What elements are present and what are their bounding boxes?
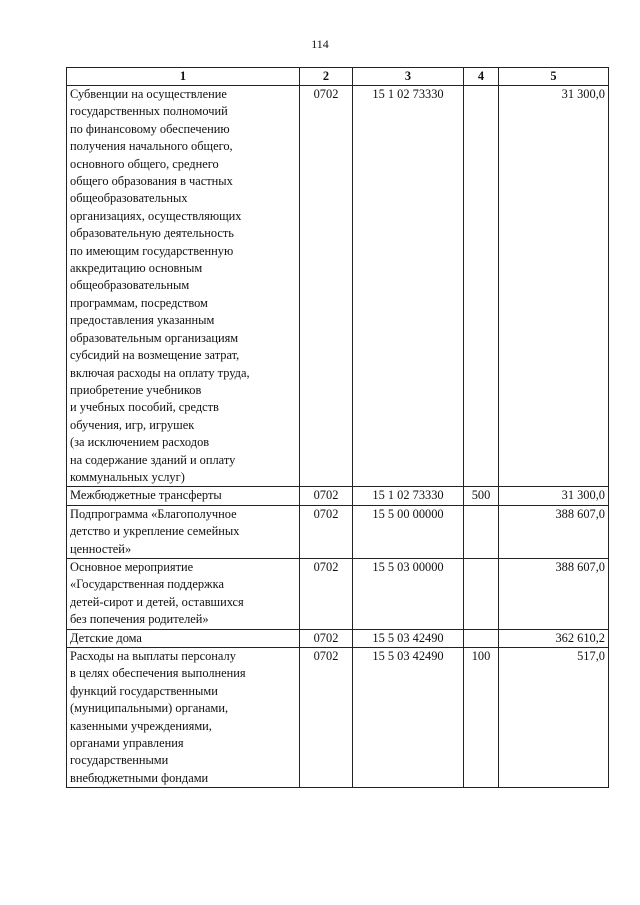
row-name-cell bbox=[67, 487, 300, 505]
row-type bbox=[464, 505, 499, 558]
row-name-cell bbox=[67, 558, 300, 629]
row-name-cell bbox=[67, 505, 300, 558]
table-row bbox=[67, 487, 609, 505]
row-amount: 388 607,0 bbox=[499, 558, 609, 629]
row-code: 15 1 02 73330 bbox=[353, 487, 464, 505]
header-col-amount: 5 bbox=[499, 68, 609, 86]
row-code: 15 5 00 00000 bbox=[353, 505, 464, 558]
row-amount: 517,0 bbox=[499, 648, 609, 788]
row-type bbox=[464, 86, 499, 487]
table-row bbox=[67, 648, 609, 788]
row-type bbox=[464, 558, 499, 629]
row-code: 15 5 03 00000 bbox=[353, 558, 464, 629]
row-code: 15 5 03 42490 bbox=[353, 648, 464, 788]
row-amount: 31 300,0 bbox=[499, 86, 609, 487]
table-body bbox=[67, 86, 609, 788]
row-name-cell bbox=[67, 648, 300, 788]
header-col-code: 3 bbox=[353, 68, 464, 86]
table-row bbox=[67, 558, 609, 629]
header-col-name: 1 bbox=[67, 68, 300, 86]
row-amount: 388 607,0 bbox=[499, 505, 609, 558]
row-section: 0702 bbox=[300, 505, 353, 558]
row-type: 100 bbox=[464, 648, 499, 788]
table-row bbox=[67, 629, 609, 647]
row-name: Субвенции на осуществление государственных полномочий по финансовому обеспечению получения начального общего, основного общего, среднего общего образования в частных общеобразовательных организациях, осуществляющих образовательную деятельность по имеющим государственную аккредитацию основным общеобразовательным программам, посредством предоставления указанным образовательным организациям субсидий на возмещение затрат, включая расходы на оплату труда, приобретение учебников и учебных пособий, средств обучения, игр, игрушек (за исключением расходов на содержание зданий и оплату коммунальных услуг) bbox=[70, 87, 250, 484]
header-row bbox=[67, 68, 609, 86]
row-name: Расходы на выплаты персоналу в целях обеспечения выполнения функций государственными (муниципальными) органами, казенными учреждениями, органами управления государственными внебюджетными фондами bbox=[70, 649, 246, 785]
row-section: 0702 bbox=[300, 86, 353, 487]
row-code: 15 5 03 42490 bbox=[353, 629, 464, 647]
header-col-type: 4 bbox=[464, 68, 499, 86]
row-section: 0702 bbox=[300, 487, 353, 505]
row-type bbox=[464, 629, 499, 647]
row-section: 0702 bbox=[300, 648, 353, 788]
row-amount: 362 610,2 bbox=[499, 629, 609, 647]
row-name-cell bbox=[67, 629, 300, 647]
row-code: 15 1 02 73330 bbox=[353, 86, 464, 487]
row-name-cell bbox=[67, 86, 300, 487]
row-type: 500 bbox=[464, 487, 499, 505]
row-name: Межбюджетные трансферты bbox=[70, 488, 222, 503]
row-name: Детские дома bbox=[70, 630, 142, 645]
table-row bbox=[67, 86, 609, 487]
row-section: 0702 bbox=[300, 629, 353, 647]
row-amount: 31 300,0 bbox=[499, 487, 609, 505]
page-number: 114 bbox=[311, 37, 329, 51]
budget-table bbox=[66, 67, 609, 788]
row-name: Подпрограмма «Благополучное детство и укрепление семейных ценностей» bbox=[70, 506, 240, 556]
header-col-section: 2 bbox=[300, 68, 353, 86]
row-section: 0702 bbox=[300, 558, 353, 629]
row-name: Основное мероприятие «Государственная поддержка детей-сирот и детей, оставшихся без попечения родителей» bbox=[70, 559, 244, 627]
table-row bbox=[67, 505, 609, 558]
table-header bbox=[67, 68, 609, 86]
